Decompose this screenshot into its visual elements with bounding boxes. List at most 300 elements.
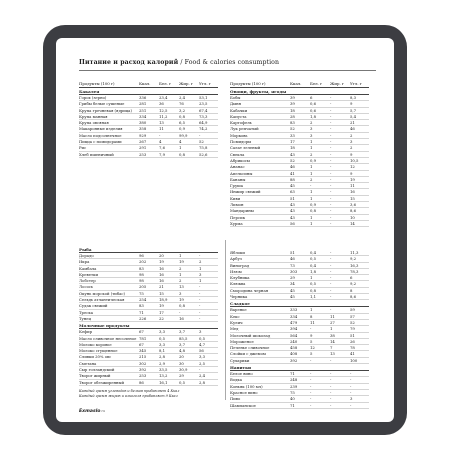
- row-value: -: [330, 113, 332, 119]
- row-product: Мед: [230, 326, 239, 332]
- row-value: -: [199, 132, 201, 138]
- row-value: 0,8: [310, 208, 317, 214]
- row-value: 0,8: [179, 151, 186, 157]
- row-value: 6,5: [179, 120, 186, 126]
- row-value: -: [199, 303, 201, 309]
- row-value: 8: [310, 313, 313, 319]
- title-rule: [79, 70, 376, 71]
- brand-tld: .ru: [100, 409, 106, 413]
- col-header-fat: Жир. г: [330, 80, 344, 86]
- page-title-ru: Питание и расход калорий: [79, 59, 179, 66]
- row-value: 88: [290, 176, 295, 182]
- row-product: Апельсины: [230, 170, 253, 176]
- row-value: 78,3: [350, 268, 359, 274]
- row-value: -: [350, 402, 352, 408]
- row-product: Изюм: [230, 268, 242, 274]
- row-product: Молочный шоколад: [230, 332, 271, 338]
- row-value: 392: [290, 357, 298, 363]
- table-row: [230, 403, 369, 409]
- row-product: Черника: [230, 294, 248, 300]
- row-value: 14: [330, 338, 335, 344]
- row-value: 12: [350, 164, 355, 170]
- row-product: Лимон: [230, 202, 244, 208]
- page-title-en: Food & calories consumption: [184, 59, 280, 66]
- section-title: [79, 88, 218, 95]
- col-header-carbs: Угл. г: [350, 80, 362, 86]
- row-value: -: [350, 389, 352, 395]
- row-value: 240: [290, 338, 298, 344]
- row-value: 67,4: [199, 107, 208, 113]
- row-value: 303: [290, 268, 298, 274]
- row-product: Пицца с помидорами: [79, 139, 122, 145]
- row-value: 392: [139, 367, 147, 373]
- row-product: Клубника: [230, 275, 250, 281]
- row-product: Лук репчатый: [230, 126, 259, 132]
- row-value: 59: [350, 307, 355, 313]
- row-product: Треска: [79, 309, 93, 315]
- row-product: Варенье: [230, 307, 247, 313]
- row-product: Инжир свежий: [230, 189, 261, 195]
- row-value: 205: [139, 284, 147, 290]
- col-header-protein: Бел. г: [310, 80, 323, 86]
- row-product: Виноград: [230, 262, 250, 268]
- row-value: 16,1: [159, 379, 168, 385]
- row-value: 11: [330, 313, 335, 319]
- row-value: 2: [310, 120, 313, 126]
- row-value: 30,9: [179, 367, 188, 373]
- section-title-text: Бакалея: [79, 88, 100, 94]
- row-value: 16: [159, 271, 164, 277]
- table-bottom-right: [230, 250, 369, 409]
- row-value: 83: [139, 303, 144, 309]
- row-value: -: [199, 290, 201, 296]
- row-value: 33,5: [159, 367, 168, 373]
- row-product: Свекла: [230, 151, 245, 157]
- row-product: Горох (зерно): [79, 95, 107, 100]
- row-value: 19: [179, 297, 184, 303]
- row-value: 21: [350, 120, 355, 126]
- row-value: 1,8: [310, 268, 317, 274]
- section-title-text: Молочные продукты: [79, 322, 130, 328]
- row-value: 67: [139, 341, 144, 347]
- row-value: 2: [179, 278, 182, 284]
- row-product: Кекс: [230, 313, 240, 319]
- table-header: [230, 78, 369, 88]
- section-title: [230, 88, 369, 95]
- row-product: Смородина черная: [230, 287, 269, 293]
- row-value: 16,3: [350, 262, 359, 268]
- section-title-text: Овощи, фрукты, ягоды: [230, 88, 287, 94]
- row-value: 51: [350, 332, 355, 338]
- row-value: 20: [179, 354, 184, 360]
- row-value: 9: [310, 332, 313, 338]
- row-product: Макаронные изделия: [79, 126, 123, 132]
- row-product: Дыня: [230, 101, 242, 107]
- row-value: -: [330, 262, 332, 268]
- row-value: 1: [179, 253, 182, 258]
- row-value: -: [330, 294, 332, 300]
- row-value: 71: [139, 309, 144, 315]
- row-product: Слойки с джемом: [230, 351, 266, 357]
- row-value: 2,4: [199, 373, 206, 379]
- row-value: -: [330, 202, 332, 208]
- row-value: 83: [139, 265, 144, 271]
- row-value: 1: [179, 145, 182, 151]
- row-value: 29: [179, 373, 184, 379]
- row-value: 1: [310, 145, 313, 151]
- row-value: -: [330, 189, 332, 195]
- row-value: -: [310, 326, 312, 332]
- row-product: Творог жирный: [79, 373, 111, 379]
- row-value: 253: [139, 151, 147, 157]
- row-value: 28: [290, 113, 295, 119]
- row-value: 9: [350, 151, 353, 157]
- row-value: 1: [330, 326, 333, 332]
- row-value: 9: [350, 170, 353, 176]
- row-value: 57: [350, 313, 355, 319]
- row-value: 929: [139, 132, 147, 138]
- row-value: -: [330, 101, 332, 107]
- row-value: 45: [290, 287, 295, 293]
- row-value: 7,6: [159, 145, 166, 151]
- table-row: [230, 221, 369, 227]
- row-value: 52: [290, 157, 295, 163]
- row-value: 38: [330, 332, 335, 338]
- row-product: Шампанское: [230, 402, 256, 408]
- row-value: 41: [350, 351, 355, 357]
- row-value: 1: [310, 214, 313, 220]
- row-value: 0,4: [310, 262, 317, 268]
- row-value: 479: [290, 319, 298, 325]
- row-value: 18,9: [159, 297, 168, 303]
- row-value: 0,9: [179, 126, 186, 132]
- row-value: -: [199, 367, 201, 373]
- row-value: -: [330, 357, 332, 363]
- row-product: Лосось: [79, 284, 94, 290]
- col-header-carbs: Угл. г: [199, 80, 211, 86]
- row-product: Яблоки: [230, 250, 245, 255]
- row-value: -: [330, 389, 332, 395]
- row-value: 1: [199, 265, 202, 271]
- row-value: 7,9: [159, 151, 166, 157]
- row-product: Печенье сливочное: [230, 345, 270, 351]
- row-value: 5: [310, 338, 313, 344]
- row-value: 45: [290, 183, 295, 189]
- footnote: Каждый грамм углеводов и белков прибавляет 4 Ккал: [79, 388, 180, 393]
- row-value: 5,4: [350, 113, 357, 119]
- row-value: 8: [350, 287, 353, 293]
- row-value: 2,4: [179, 95, 186, 100]
- row-value: 380: [139, 120, 147, 126]
- row-value: 458: [290, 345, 298, 351]
- row-value: 2: [310, 151, 313, 157]
- row-value: 13: [330, 351, 335, 357]
- row-product: Сыр голландский: [79, 367, 115, 373]
- row-value: 19: [179, 259, 184, 265]
- row-value: 4: [179, 139, 182, 145]
- row-value: 39: [290, 95, 295, 100]
- table-bottom-left: [79, 246, 218, 398]
- row-value: 23,5: [199, 101, 208, 107]
- row-value: 76: [179, 101, 184, 107]
- row-value: -: [330, 396, 332, 402]
- row-value: 16: [159, 278, 164, 284]
- row-value: 334: [139, 113, 147, 119]
- row-product: Крупа овсяная: [79, 120, 109, 126]
- row-value: 43: [290, 214, 295, 220]
- row-value: 43: [290, 151, 295, 157]
- row-value: 0,8: [179, 303, 186, 309]
- row-value: 8,6: [350, 208, 357, 214]
- row-product: Масло подсолнечное: [79, 132, 122, 138]
- page-title: [79, 59, 279, 66]
- row-value: -: [199, 309, 201, 315]
- row-value: 215: [139, 354, 147, 360]
- row-value: -: [310, 389, 312, 395]
- row-value: 20: [159, 253, 164, 258]
- row-value: -: [330, 120, 332, 126]
- row-value: -: [330, 268, 332, 274]
- row-value: -: [350, 383, 352, 389]
- section-title-text: Напитки: [230, 364, 252, 370]
- row-value: 79: [350, 326, 355, 332]
- row-value: 4: [159, 139, 162, 145]
- col-header-kcal: Ккал.: [139, 80, 151, 86]
- row-value: 11,3: [350, 250, 359, 255]
- row-value: -: [330, 183, 332, 189]
- row-value: -: [310, 183, 312, 189]
- col-header-fat: Жир. г: [179, 80, 193, 86]
- row-product: Хлеб пшеничный: [79, 151, 114, 157]
- row-value: 19: [159, 259, 164, 265]
- row-value: 6: [350, 275, 353, 281]
- row-value: -: [159, 132, 161, 138]
- row-value: 5: [310, 351, 313, 357]
- row-value: 100: [350, 357, 358, 363]
- center-divider: [225, 240, 226, 400]
- row-value: 75: [139, 290, 144, 296]
- row-value: 14: [350, 220, 355, 226]
- row-value: 22: [159, 315, 164, 321]
- row-value: 56: [199, 348, 204, 354]
- row-value: -: [330, 139, 332, 145]
- row-value: 67: [139, 329, 144, 335]
- row-value: 52: [290, 126, 295, 132]
- row-value: 12: [310, 345, 315, 351]
- row-product: Икра: [79, 259, 90, 265]
- row-value: 291: [139, 145, 147, 151]
- row-value: 9,2: [350, 256, 357, 262]
- row-value: 302: [139, 360, 147, 366]
- row-value: -: [199, 284, 201, 290]
- row-value: 13: [179, 284, 184, 290]
- row-value: 96: [139, 253, 144, 258]
- col-header-product: Продукты (100 г): [79, 80, 115, 86]
- row-value: 36: [159, 101, 164, 107]
- row-value: -: [330, 281, 332, 287]
- row-value: 8,1: [159, 348, 166, 354]
- row-product: Кабачки: [230, 107, 248, 113]
- row-product: Помидоры: [230, 139, 252, 145]
- row-value: 2,8: [159, 354, 166, 360]
- row-value: 29: [290, 275, 295, 281]
- row-value: 46: [290, 256, 295, 262]
- row-value: 11: [350, 183, 355, 189]
- row-value: 11,2: [159, 113, 168, 119]
- section-title: [230, 300, 369, 307]
- row-value: 239: [290, 383, 298, 389]
- row-value: -: [330, 208, 332, 214]
- row-value: 16: [179, 315, 184, 321]
- row-value: 15: [350, 195, 355, 201]
- row-value: -: [330, 145, 332, 151]
- row-value: -: [330, 287, 332, 293]
- row-value: 408: [290, 351, 298, 357]
- row-value: 46: [350, 126, 355, 132]
- row-value: 43: [290, 208, 295, 214]
- row-value: -: [330, 220, 332, 226]
- row-value: 4,8: [179, 348, 186, 354]
- row-value: 13,2: [159, 373, 168, 379]
- row-product: Красное вино: [230, 389, 258, 395]
- row-value: 56: [290, 220, 295, 226]
- row-value: 40: [290, 396, 295, 402]
- row-value: 345: [139, 348, 147, 354]
- row-value: 2,5: [199, 360, 206, 366]
- row-value: 52: [199, 139, 204, 145]
- row-value: 1: [310, 139, 313, 145]
- row-product: Хурма: [230, 220, 243, 226]
- row-product: Кефир: [79, 329, 93, 335]
- row-product: Камбала: [79, 265, 97, 271]
- row-product: Картофель: [230, 120, 252, 126]
- row-value: 53,1: [199, 95, 208, 100]
- row-product: Креветки: [79, 271, 99, 277]
- row-value: -: [330, 157, 332, 163]
- row-value: -: [330, 170, 332, 176]
- row-product: Лобстер: [79, 278, 96, 284]
- row-product: Кулич: [230, 319, 243, 325]
- row-product: Рис: [79, 145, 87, 151]
- row-value: 41: [290, 170, 295, 176]
- row-value: 267: [139, 139, 147, 145]
- row-product: Тунец: [79, 315, 91, 321]
- row-product: Абрикосы: [230, 157, 250, 163]
- row-product: Дорадо: [79, 253, 94, 258]
- row-value: 3: [179, 290, 182, 296]
- row-value: -: [330, 377, 332, 383]
- row-value: -: [330, 383, 332, 389]
- row-value: 39: [290, 101, 295, 107]
- row-value: -: [330, 126, 332, 132]
- row-product: Судак свежий: [79, 303, 108, 309]
- row-value: 1: [179, 271, 182, 277]
- row-value: -: [330, 275, 332, 281]
- row-product: Ананас: [230, 164, 245, 170]
- row-value: 23,4: [159, 95, 168, 100]
- row-product: Крупа манная: [79, 113, 108, 119]
- row-value: 4,7: [199, 341, 206, 347]
- row-value: 0,5: [159, 335, 166, 341]
- row-value: -: [330, 256, 332, 262]
- row-product: Грибы белые сушеные: [79, 101, 125, 107]
- row-value: 43: [290, 202, 295, 208]
- row-value: 63: [290, 189, 295, 195]
- page-title-sep: /: [178, 59, 185, 66]
- col-header-product: Продукты (100 г): [230, 80, 266, 86]
- section-title: [79, 246, 218, 253]
- row-value: 358: [139, 126, 147, 132]
- col-header-protein: Бел. г: [159, 80, 172, 86]
- row-product: Молоко коровье: [79, 341, 112, 347]
- row-value: 1: [310, 189, 313, 195]
- row-value: 251: [139, 107, 147, 113]
- row-value: 334: [290, 313, 298, 319]
- row-product: Крупа гречневая (ядрица): [79, 107, 132, 113]
- row-value: 281: [139, 101, 147, 107]
- row-value: 3: [310, 132, 313, 138]
- row-value: 8,3: [350, 95, 357, 100]
- row-value: 30: [179, 360, 184, 366]
- row-value: 0,8: [310, 287, 317, 293]
- row-value: -: [310, 396, 312, 402]
- row-value: 5,7: [350, 107, 357, 113]
- row-product: Персик: [230, 214, 246, 220]
- section-title: [230, 364, 369, 371]
- row-value: 17: [159, 309, 164, 315]
- row-value: 1,8: [310, 113, 317, 119]
- row-value: 2: [350, 145, 353, 151]
- col-header-kcal: Ккал.: [290, 80, 302, 86]
- row-value: 6: [310, 95, 313, 100]
- row-value: 75: [290, 389, 295, 395]
- row-product: Клюква: [230, 281, 246, 287]
- row-value: 253: [139, 373, 147, 379]
- row-value: 98: [139, 278, 144, 284]
- row-value: 46: [290, 164, 295, 170]
- row-value: -: [330, 371, 332, 377]
- row-value: 781: [139, 335, 147, 341]
- row-value: 0,8: [179, 113, 186, 119]
- row-value: 19: [350, 176, 355, 182]
- row-value: 52,6: [199, 151, 208, 157]
- row-value: 0,5: [199, 335, 206, 341]
- section-title-text: Рыба: [79, 246, 92, 252]
- row-value: 394: [290, 326, 298, 332]
- row-value: -: [330, 151, 332, 157]
- row-value: 99,9: [179, 132, 188, 138]
- row-value: 33: [290, 132, 295, 138]
- row-value: 226: [139, 315, 147, 321]
- row-product: Водка: [230, 377, 243, 383]
- row-product: Масло сливочное несоленое: [79, 335, 137, 341]
- row-product: Арбуз: [230, 256, 242, 262]
- row-value: 83: [290, 120, 295, 126]
- row-value: 18: [290, 107, 295, 113]
- row-value: 0,5: [179, 379, 186, 385]
- row-value: 19: [159, 303, 164, 309]
- row-product: Творог обезжиренный: [79, 379, 125, 385]
- row-value: 11: [310, 319, 315, 325]
- row-value: -: [310, 402, 312, 408]
- row-value: -: [330, 195, 332, 201]
- row-value: 86: [139, 379, 144, 385]
- row-value: -: [330, 132, 332, 138]
- row-value: 3,3: [159, 329, 166, 335]
- row-value: -: [330, 95, 332, 100]
- row-value: 2,9: [159, 360, 166, 366]
- row-value: 7: [330, 345, 333, 351]
